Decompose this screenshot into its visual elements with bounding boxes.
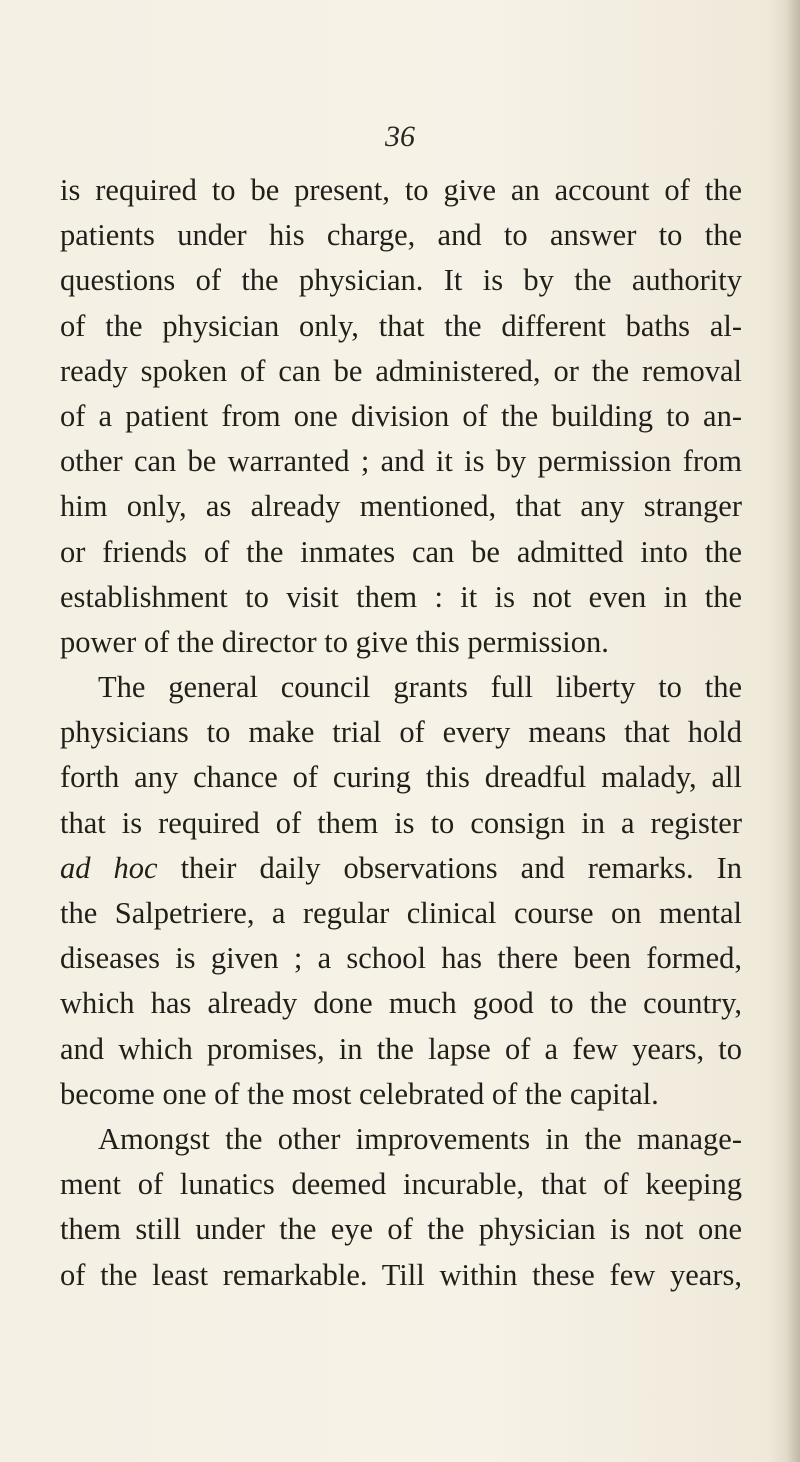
text-line: of the physician only, that the different baths al- <box>60 308 742 343</box>
italic-phrase: ad hoc <box>60 850 158 885</box>
text-line: and which promises, in the lapse of a few years, to <box>60 1031 742 1066</box>
text-line: him only, as already mentioned, that any stranger <box>60 489 742 524</box>
text-line: The general council grants full liberty to the <box>98 670 742 705</box>
text-line: establishment to visit them : it is not even in the <box>60 579 742 614</box>
text-line-content: their daily observations and remarks. In <box>157 850 742 885</box>
text-line: become one of the most celebrated of the capital. <box>60 1076 659 1111</box>
body-text <box>60 168 742 1298</box>
text-line: of the least remarkable. Till within these few years, <box>60 1257 742 1292</box>
text-line: the Salpetriere, a regular clinical course on mental <box>60 896 742 930</box>
text-line: other can be warranted ; and it is by permission from <box>60 444 742 479</box>
text-line: questions of the physician. It is by the authority <box>60 263 742 298</box>
text-line: ment of lunatics deemed incurable, that of keeping <box>60 1167 742 1202</box>
text-line: forth any chance of curing this dreadful malady, all <box>60 760 742 795</box>
text-line <box>60 846 742 891</box>
text-line: physicians to make trial of every means that hold <box>60 715 742 750</box>
text-line: power of the director to give this permission. <box>60 624 609 659</box>
text-line: which has already done much good to the country, <box>60 986 742 1021</box>
text-line: Amongst the other improvements in the manage- <box>98 1121 742 1156</box>
page-number: 36 <box>385 120 415 153</box>
text-line: is required to be present, to give an account of the <box>60 173 742 207</box>
text-line: that is required of them is to consign in a register <box>60 805 742 840</box>
text-line: diseases is given ; a school has there been formed, <box>60 941 742 976</box>
page-edge-shadow <box>786 0 800 1462</box>
text-line: them still under the eye of the physician is not one <box>60 1212 742 1247</box>
text-line: patients under his charge, and to answer to the <box>60 218 742 253</box>
text-line: of a patient from one division of the building to an- <box>60 398 742 433</box>
text-line: ready spoken of can be administered, or the removal <box>60 353 742 388</box>
text-line: or friends of the inmates can be admitted into the <box>60 534 742 569</box>
